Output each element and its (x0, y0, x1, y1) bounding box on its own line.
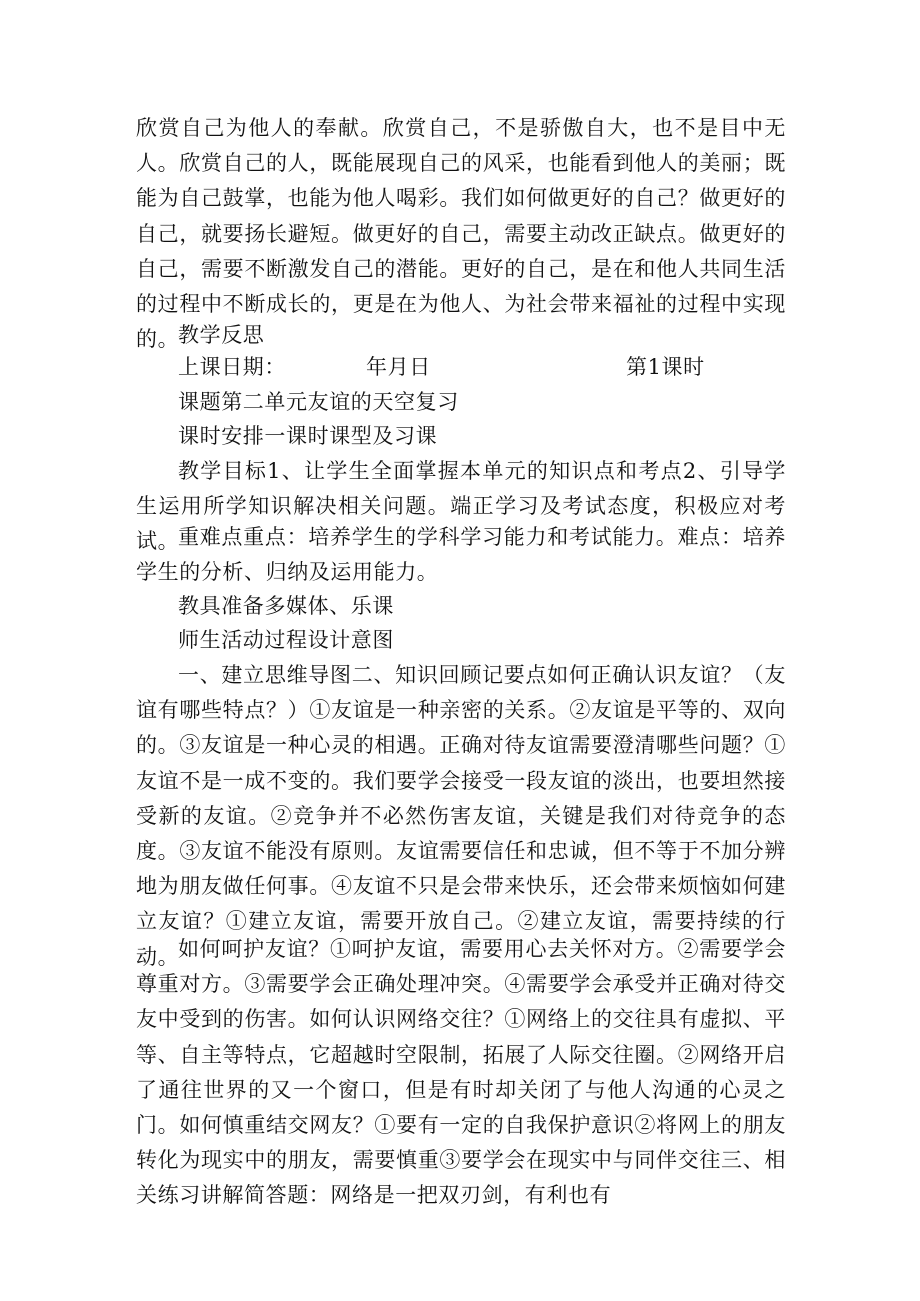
class-period: 第1课时 (626, 355, 705, 379)
lesson-schedule: 课时安排一课时课型及习课 (178, 424, 438, 448)
activity-design-heading: 师生活动过程设计意图 (178, 628, 394, 652)
lesson-topic: 课题第二单元友谊的天空复习 (178, 390, 459, 414)
class-date-label: 上课日期： (178, 355, 286, 379)
teaching-objectives: 教学目标1、让学生全面掌握本单元的知识点和考点2、引导学生运用所学知识解决相关问题。端正学习及考试态度，积极应对考试。 (136, 459, 786, 554)
key-and-difficult-points: 重难点重点：培养学生的学科学习能力和考试能力。难点：培养学生的分析、归纳及运用能力。 (136, 525, 786, 585)
class-date-value: 年月日 (366, 355, 431, 379)
teaching-tools: 教具准备多媒体、乐课 (178, 594, 394, 618)
paragraph-self-appreciation: 欣赏自己为他人的奉献。欣赏自己，不是骄傲自大，也不是目中无人。欣赏自己的人，既能展现自己的风采，也能看到他人的美丽；既能为自己鼓掌，也能为他人喝彩。我们如何做更好的自己？做更好的自己，就要扬长避短。做更好的自己，需要主动改正缺点。做更好的自己，需要不断激发自己的潜能。更好的自己，是在和他人共同生活的过程中不断成长的，更是在为他人、为社会带来福祉的过程中实现的。 (136, 116, 786, 352)
heading-teaching-reflection: 教学反思 (178, 323, 265, 347)
paragraph-friendship-review: 一、建立思维导图二、知识回顾记要点如何正确认识友谊？（友谊有哪些特点？）①友谊是一种亲密的关系。②友谊是平等的、双向的。③友谊是一种心灵的相遇。正确对待友谊需要澄清哪些问题？①友谊不是一成不变的。我们要学会接受一段友谊的淡出，也要坦然接受新的友谊。②竞争并不必然伤害友谊，关键是我们对待竞争的态度。③友谊不能没有原则。友谊需要信任和忠诚，但不等于不加分辨地为朋友做任何事。④友谊不只是会带来快乐，还会带来烦恼如何建立友谊？①建立友谊，需要开放自己。②建立友谊，需要持续的行动。 (136, 663, 786, 969)
paragraph-online-friendship: 如何呵护友谊？①呵护友谊，需要用心去关怀对方。②需要学会尊重对方。③需要学会正确处理冲突。④需要学会承受并正确对待交友中受到的伤害。如何认识网络交往？①网络上的交往具有虚拟、平等、自主等特点，它超越时空限制，拓展了人际交往圈。②网络开启了通往世界的又一个窗口，但是有时却关闭了与他人沟通的心灵之门。如何慎重结交网友？①要有一定的自我保护意识②将网上的朋友转化为现实中的朋友，需要慎重③要学会在现实中与同伴交往三、相关练习讲解简答题：网络是一把双刃剑，有利也有 (136, 937, 786, 1208)
